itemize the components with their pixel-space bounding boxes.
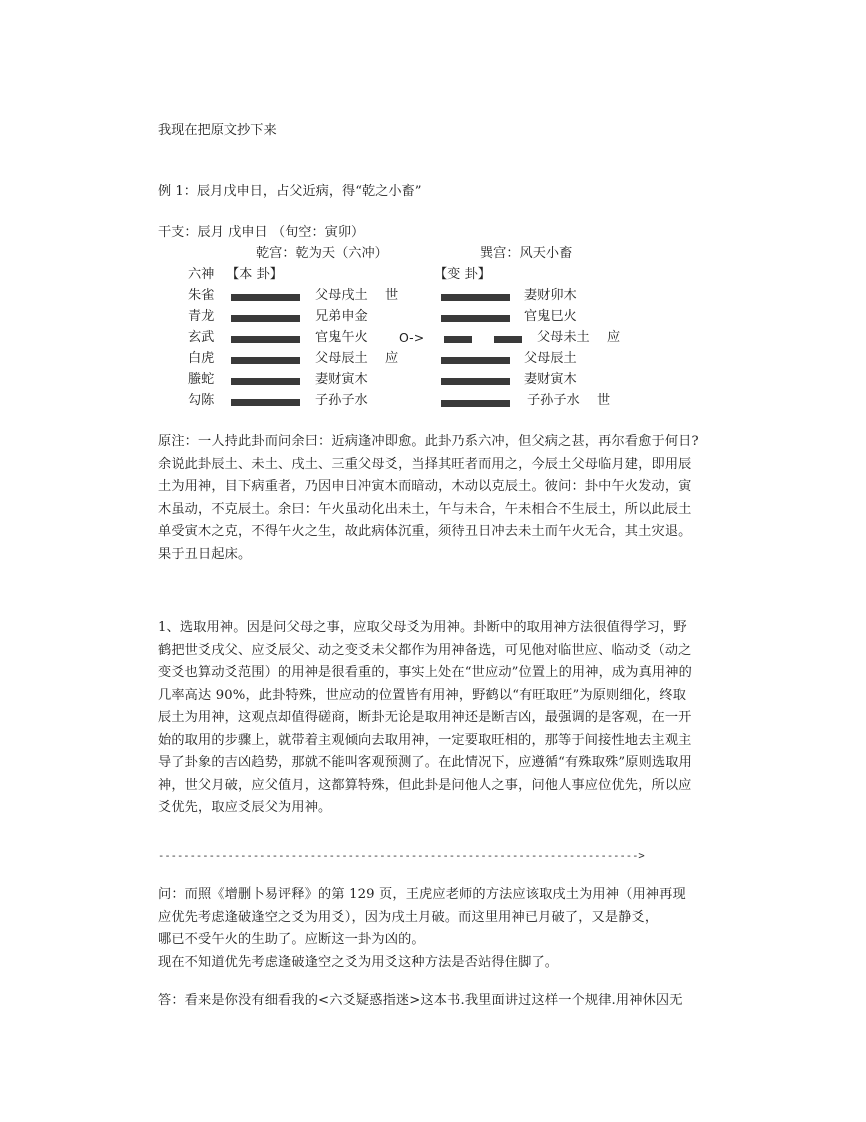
analysis-line: 始的取用的步骤上，就带着主观倾向去取用神，一定要取旺相的，那等于间接性地去主观主 xyxy=(158,732,692,748)
note-line: 原注：一人持此卦而问余曰：近病逢冲即愈。此卦乃系六冲，但父病之甚，再尔看愈于何日? xyxy=(158,434,699,449)
ben-mark: 应 xyxy=(385,351,399,366)
analysis-line: 辰土为用神，这观点却值得磋商，断卦无论是取用神还是断吉凶，最强调的是客观，在一开 xyxy=(158,710,692,725)
note-line: 果于丑日起床。 xyxy=(158,546,252,562)
analysis-line: 几率高达 90%，此卦特殊，世应动的位置皆有用神，野鹤以“有旺取旺”为原则细化，终取 xyxy=(158,687,687,703)
example-title: 例 1：辰月戊申日，占父近病，得“乾之小畜” xyxy=(158,184,422,199)
answer-paragraph xyxy=(158,990,714,1013)
ben-yao-label: 兄弟申金 xyxy=(315,309,368,324)
yin-line-right-icon xyxy=(494,336,522,343)
question-paragraph xyxy=(158,884,714,974)
question-line: 应优先考虑逢破逢空之爻为用爻），因为戌土月破。而这里用神已月破了，又是静爻， xyxy=(158,909,659,925)
bian-yao-label: 父母未土 xyxy=(537,330,590,345)
note-line: 木虽动，不克辰土。余曰：午火虽动化出未土，午与未合，午未相合不生辰土，所以此辰土 xyxy=(158,501,692,517)
left-palace: 乾宫：乾为天（六冲） xyxy=(256,246,388,261)
analysis-line: 鹤把世爻戌父、应爻辰父、动之变爻未父都作为用神备选，可见他对临世应、临动爻（动之 xyxy=(158,642,692,658)
bian-yao-label: 官鬼巳火 xyxy=(524,309,577,324)
answer-line: 答：看来是你没有细看我的<六爻疑惑指迷>这本书.我里面讲过这样一个规律.用神休囚无 xyxy=(158,993,683,1008)
question-line: 现在不知道优先考虑逢破逢空之爻为用爻这种方法是否站得住脚了。 xyxy=(158,954,559,970)
analysis-line: 导了卦象的吉凶趋势，那就不能叫客观预测了。在此情况下，应遵循“有殊取殊”原则选取用 xyxy=(158,755,692,770)
liushen-header: 六神 xyxy=(188,267,215,282)
ben-yao-label: 妻财寅木 xyxy=(315,372,368,387)
liushen-label: 玄武 xyxy=(188,330,215,345)
yang-line-icon xyxy=(231,294,300,301)
ben-mark: 世 xyxy=(385,288,399,303)
ben-gua-header: 【本 卦】 xyxy=(226,267,283,282)
yang-line-icon xyxy=(231,336,300,343)
right-palace: 巽宫：风天小畜 xyxy=(480,246,573,261)
bian-gua-header: 【变 卦】 xyxy=(434,267,491,282)
heading: 我现在把原文抄下来 xyxy=(158,123,277,138)
analysis-line: 1、选取用神。因是问父母之事，应取父母爻为用神。卦断中的取用神方法很值得学习，野 xyxy=(158,620,687,635)
ganzhi-line: 干支：辰月 戊申日 （旬空：寅卯） xyxy=(158,225,365,240)
bian-yao-label: 妻财寅木 xyxy=(524,372,577,387)
yang-line-icon xyxy=(231,399,300,406)
question-line: 哪已不受午火的生助了。应断这一卦为凶的。 xyxy=(158,932,425,947)
bian-yao-label: 妻财卯木 xyxy=(524,288,577,303)
liushen-label: 勾陈 xyxy=(188,393,215,408)
analysis-line: 神，世父月破，应父值月，这都算特殊，但此卦是问他人之事，问他人事应位优先，所以应 xyxy=(158,777,692,793)
yang-line-icon xyxy=(441,294,510,301)
liushen-label: 青龙 xyxy=(188,309,215,324)
yang-line-icon xyxy=(231,315,300,322)
yang-line-icon xyxy=(441,315,510,322)
moving-line-arrow: O-> xyxy=(399,330,425,345)
question-line: 问：而照《增删卜易评释》的第 129 页，王虎应老师的方法应该取戌土为用神（用神再现 xyxy=(158,887,686,902)
note-line: 土为用神，目下病重者，乃因申日冲寅木而暗动，木动以克辰土。彼问：卦中午火发动，寅 xyxy=(158,479,692,494)
ben-yao-label: 父母戌土 xyxy=(315,288,368,303)
bian-yao-label: 子孙子水 xyxy=(527,393,580,408)
liushen-label: 白虎 xyxy=(188,351,215,366)
bian-yao-label: 父母辰土 xyxy=(524,351,577,366)
yang-line-icon xyxy=(441,357,510,364)
ben-yao-label: 子孙子水 xyxy=(315,393,368,408)
yang-line-icon xyxy=(231,357,300,364)
ben-yao-label: 官鬼午火 xyxy=(315,330,368,345)
bian-mark: 应 xyxy=(607,330,621,345)
analysis-line: 变爻也算动爻范围）的用神是很看重的，事实上处在“世应动”位置上的用神，成为真用神的 xyxy=(158,665,692,680)
note-line: 余说此卦辰土、未土、戌土、三重父母爻，当择其旺者而用之，今辰土父母临月建，即用辰 xyxy=(158,456,692,472)
divider-arrow: ----------------------------------------------------------------------------> xyxy=(158,850,645,862)
liushen-label: 螣蛇 xyxy=(188,372,215,387)
liushen-label: 朱雀 xyxy=(188,288,215,303)
bian-mark: 世 xyxy=(597,393,611,408)
yang-line-icon xyxy=(441,400,510,407)
analysis-line: 爻优先，取应爻辰父为用神。 xyxy=(158,800,332,815)
analysis-paragraph xyxy=(158,617,714,820)
yang-line-icon xyxy=(231,378,300,385)
yang-line-icon xyxy=(441,378,510,385)
yin-line-left-icon xyxy=(444,336,472,343)
note-line: 单受寅木之克，不得午火之生，故此病体沉重，须待丑日冲去未土而午火无合，其土灾退。 xyxy=(158,524,692,539)
ben-yao-label: 父母辰土 xyxy=(315,351,368,366)
original-note xyxy=(158,431,714,566)
